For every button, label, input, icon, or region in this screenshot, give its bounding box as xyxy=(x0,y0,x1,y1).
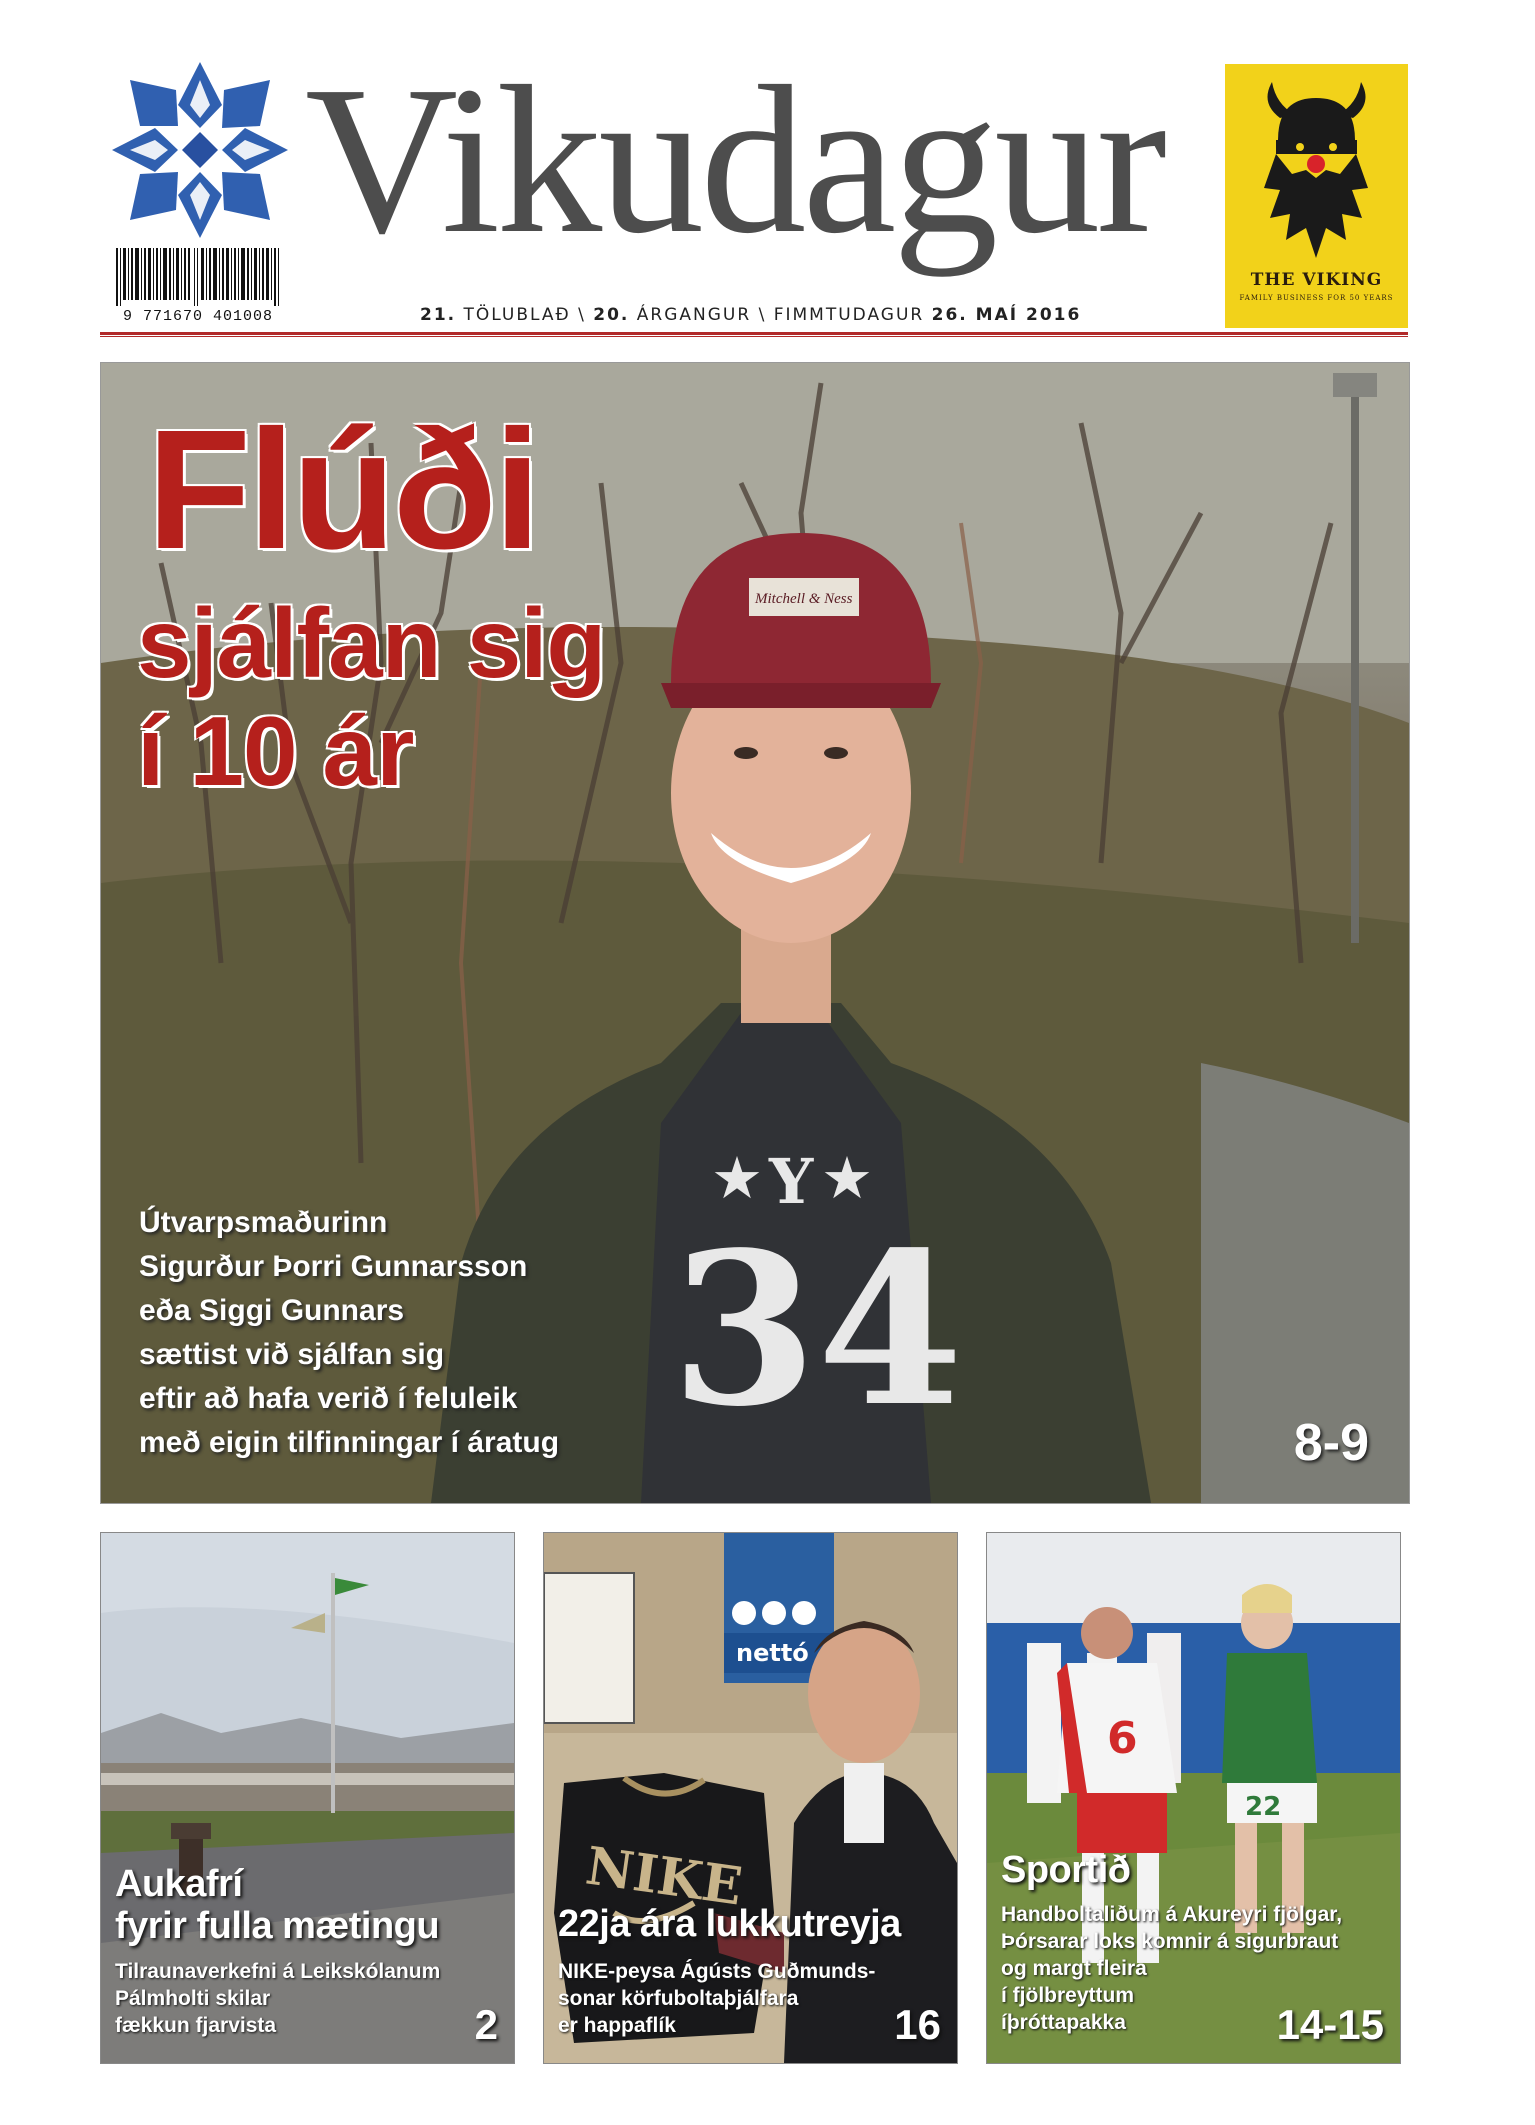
svg-text:★: ★ xyxy=(821,1144,873,1212)
viking-advert[interactable] xyxy=(1225,64,1408,328)
main-story[interactable] xyxy=(100,362,1410,1504)
volume-label: ÁRGANGUR xyxy=(636,305,752,325)
deck-line: eftir að hafa verið í feluleik xyxy=(139,1382,518,1415)
deck-line: Útvarpsmaðurinn xyxy=(139,1206,388,1239)
deck-line: með eigin tilfinningar í áratug xyxy=(139,1426,560,1459)
teaser-sport[interactable] xyxy=(986,1532,1401,2064)
issue-label: TÖLUBLAÐ xyxy=(463,305,571,325)
teaser-body-line: Tilraunaverkefni á Leikskólanum xyxy=(115,1960,441,1983)
volume-number: 20. xyxy=(593,305,630,325)
main-deck xyxy=(139,1201,699,1465)
svg-text:★: ★ xyxy=(711,1144,763,1212)
teaser-body-line: sonar körfuboltaþjálfara xyxy=(558,1987,799,2010)
masthead xyxy=(0,0,1535,345)
teaser-body-line: Þórsarar loks komnir á sigurbraut xyxy=(1001,1930,1339,1953)
main-subhead-line1: sjálfan sig xyxy=(137,588,606,698)
main-subhead-line2: í 10 ár xyxy=(137,696,414,806)
issue-weekday: FIMMTUDAGUR xyxy=(773,305,925,325)
shirt-number: 34 xyxy=(671,1206,964,1453)
player-number-2: 22 xyxy=(1245,1792,1282,1822)
teaser-body-line: og margt fleira xyxy=(1001,1957,1147,1980)
deck-line: eða Siggi Gunnars xyxy=(139,1294,405,1327)
teaser-body-line: NIKE-peysa Ágústs Guðmunds- xyxy=(558,1960,876,1983)
viking-brand: THE VIKING xyxy=(1250,270,1383,290)
teaser-sport-headline xyxy=(1001,1849,1130,1891)
main-headline: Flúði xyxy=(147,395,538,585)
issue-line xyxy=(420,305,1120,325)
shirt-letter: Y xyxy=(769,1145,814,1218)
volume-separator: \ xyxy=(758,305,767,325)
cap-brand: Mitchell & Ness xyxy=(755,591,853,607)
teaser-headline-line: 22ja ára lukkutreyja xyxy=(558,1903,901,1945)
teaser-body-line: íþróttapakka xyxy=(1001,2011,1126,2034)
teaser-lucky-shirt-headline xyxy=(558,1903,901,1945)
player-number: 6 xyxy=(1107,1713,1138,1764)
star-logo-icon xyxy=(110,60,290,240)
issue-date: 26. MAÍ 2016 xyxy=(931,305,1082,325)
banner-text: nettó xyxy=(736,1639,809,1667)
viking-helmet-icon xyxy=(1250,78,1383,268)
teaser-body-line: er happaflík xyxy=(558,2014,676,2037)
barcode xyxy=(112,248,284,326)
teaser-headline-line: fyrir fulla mætingu xyxy=(115,1905,440,1947)
teaser-body-line: Handboltaliðum á Akureyri fjölgar, xyxy=(1001,1903,1343,1926)
teaser-body-line: Pálmholti skilar xyxy=(115,1987,271,2010)
teaser-headline-line: Aukafrí xyxy=(115,1863,243,1905)
deck-line: Sigurður Þorri Gunnarsson xyxy=(139,1250,528,1283)
jacket-text: NIKE xyxy=(582,1835,746,1918)
masthead-rule xyxy=(100,332,1408,335)
barcode-icon xyxy=(116,248,280,306)
issue-separator: \ xyxy=(578,305,586,325)
teaser-school[interactable] xyxy=(100,1532,515,2064)
teaser-lucky-shirt-page[interactable]: 16 xyxy=(894,2001,941,2048)
main-page-ref[interactable]: 8-9 xyxy=(1293,1414,1369,1472)
issue-number: 21. xyxy=(420,305,457,325)
viking-tagline: FAMILY BUSINESS FOR 50 YEARS xyxy=(1239,294,1394,302)
barcode-number: 9 771670 401008 xyxy=(122,308,274,325)
deck-line: sættist við sjálfan sig xyxy=(139,1338,445,1371)
teaser-lucky-shirt[interactable] xyxy=(543,1532,958,2064)
masthead-rule-thin xyxy=(100,336,1408,337)
teaser-school-body xyxy=(115,1958,440,2039)
teaser-headline-line: Sportið xyxy=(1001,1849,1131,1891)
teaser-lucky-shirt-body xyxy=(558,1958,875,2039)
teaser-body-line: fækkun fjarvista xyxy=(115,2014,277,2037)
masthead-title: Vikudagur xyxy=(305,42,1163,277)
teaser-school-headline xyxy=(115,1863,439,1947)
teaser-body-line: í fjölbreyttum xyxy=(1001,1984,1135,2007)
teaser-sport-page[interactable]: 14-15 xyxy=(1276,2001,1384,2048)
teaser-school-page[interactable]: 2 xyxy=(474,2001,498,2048)
